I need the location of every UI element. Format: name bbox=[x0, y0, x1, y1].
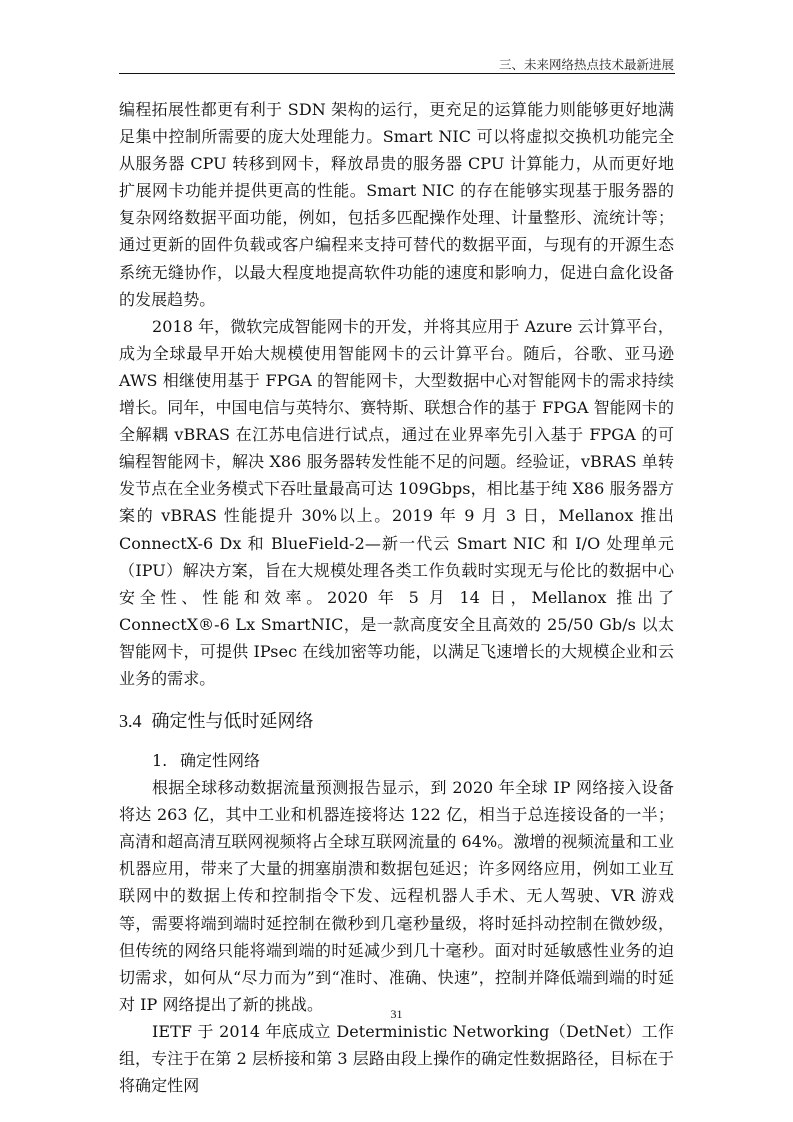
subsection-number: 1. bbox=[152, 751, 168, 771]
running-header: 三、未来网络热点技术最新进展 bbox=[498, 57, 674, 72]
paragraph-smartnic-continued: 编程拓展性都更有利于 SDN 架构的运行，更充足的运算能力则能够更好地满足集中控制所需要的庞大处理能力。Smart NIC 可以将虚拟交换机功能完全从服务器 CPU 转移到网卡，释放昂贵的服务器 CPU 计算能力，从而更好地扩展网卡功能并提供更高的性能。Smart NIC 的存在能够实现基于服务器的复杂网络数据平面功能，例如，包括多匹配操作处理、计量整形、流统计等；通过更新的固件负载或客户编程来支持可替代的数据平面，与现有的开源生态系统无缝协作，以最大程度地提高软件功能的速度和影响力，促进白盒化设备的发展趋势。 bbox=[119, 100, 674, 309]
subsection-heading bbox=[119, 747, 674, 774]
paragraph-smartnic-history: 2018 年，微软完成智能网卡的开发，并将其应用于 Azure 云计算平台，成为全球最早开始大规模使用智能网卡的云计算平台。随后，谷歌、亚马逊 AWS 相继使用基于 FPGA 的智能网卡，大型数据中心对智能网卡的需求持续增长。同年，中国电信与英特尔、赛特斯、联想合作的基于 FPGA 智能网卡的全解耦 vBRAS 在江苏电信进行试点，通过在业界率先引入基于 FPGA 的可编程智能网卡，解决 X86 服务器转发性能不足的问题。经验证，vBRAS 单转发节点在全业务模式下吞吐量最高可达 109Gbps，相比基于纯 X86 服务器方案的 vBRAS 性能提升 30%以上。2019 年 9 月 3 日，Mellanox 推出 ConnectX-6 Dx 和 BlueField-2—新一代云 Smart NIC 和 I/O 处理单元（IPU）解决方案，旨在大规模处理各类工作负载时实现无与伦比的数据中心安全性、性能和效率。2020 年 5 月 14 日，Mellanox 推出了 ConnectX®-6 Lx SmartNIC，是一款高度安全且高效的 25/50 Gb/s 以太智能网卡，可提供 IPsec 在线加密等功能，以满足飞速增长的大规模企业和云业务的需求。 bbox=[119, 316, 674, 688]
section-heading bbox=[119, 708, 674, 735]
page-body bbox=[119, 96, 674, 1099]
page-number: 31 bbox=[390, 1007, 403, 1021]
section-title: 确定性与低时延网络 bbox=[151, 711, 314, 733]
paragraph-deterministic-network: 根据全球移动数据流量预测报告显示，到 2020 年全球 IP 网络接入设备将达 263 亿，其中工业和机器连接将达 122 亿，相当于总连接设备的一半；高清和超高清互联网视频将占全球互联网流量的 64%。激增的视频流量和工业机器应用，带来了大量的拥塞崩溃和数据包延迟；许多网络应用，例如工业互联网中的数据上传和控制指令下发、远程机器人手术、无人驾驶、VR 游戏等，需要将端到端时延控制在微秒到几毫秒量级，将时延抖动控制在微妙级，但传统的网络只能将端到端的时延减少到几十毫秒。面对时延敏感性业务的迫切需求，如何从“尽力而为”到“准时、准确、快速”，控制并降低端到端的时延对 IP 网络提出了新的挑战。 bbox=[119, 778, 674, 1014]
header-rule bbox=[119, 73, 675, 74]
paragraph-ietf-detnet: IETF 于 2014 年底成立 Deterministic Networking（DetNet）工作组，专注于在第 2 层桥接和第 3 层路由段上操作的确定性数据路径，目标在于将确定性网 bbox=[119, 1021, 674, 1096]
subsection-title: 确定性网络 bbox=[180, 751, 261, 771]
section-number: 3.4 bbox=[119, 711, 142, 732]
